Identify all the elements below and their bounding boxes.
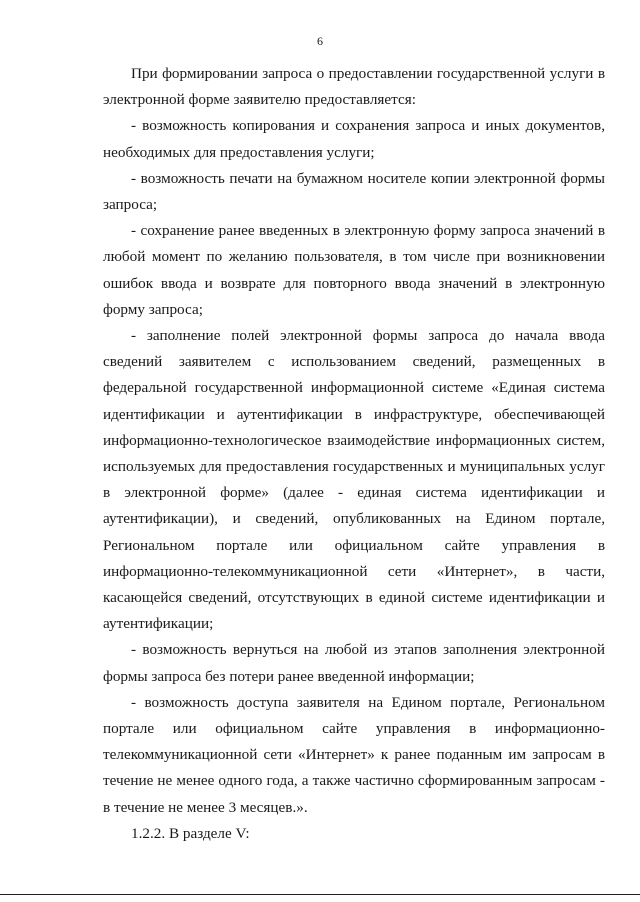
document-body	[103, 61, 605, 847]
paragraph-intro: При формировании запроса о предоставлении государственной услуги в электронной форме заявителю предоставляется:	[103, 65, 605, 109]
paragraph-autofill: - заполнение полей электронной формы запроса до начала ввода сведений заявителем с использованием сведений, размещенных в федеральной государственной информационной системе «Единая система идентификации и аутентификации в инфраструктуре, обеспечивающей информационно-технологическое взаимодействие информационных систем, используемых для предоставления государственных и муниципальных услуг в электронной форме» (далее - единая система идентификации и аутентификации), и сведений, опубликованных на Едином портале, Региональном портале или официальном сайте управления в информационно-телекоммуникационной сети «Интернет», в части, касающейся сведений, отсутствующих в единой системе идентификации и аутентификации;	[103, 327, 605, 633]
paragraph-copy-save: - возможность копирования и сохранения запроса и иных документов, необходимых для предоставления услуги;	[103, 117, 605, 161]
page-number: 6	[317, 34, 323, 48]
paragraph-section-heading: 1.2.2. В разделе V:	[131, 824, 250, 842]
paragraph-print: - возможность печати на бумажном носителе копии электронной формы запроса;	[103, 169, 605, 214]
paragraph-access-requests: - возможность доступа заявителя на Едином портале, Региональном портале или официальном сайте управления в информационно-телекоммуникационной сети «Интернет» к ранее поданным им запросам в течение не менее одного года, а также частично сформированным запросам - в течение не менее 3 месяцев.».	[103, 693, 605, 816]
paragraph-return-step: - возможность вернуться на любой из этапов заполнения электронной формы запроса без потери ранее введенной информации;	[103, 641, 605, 685]
page-bottom-divider	[0, 894, 640, 895]
paragraph-save-values: - сохранение ранее введенных в электронную форму запроса значений в любой момент по желанию пользователя, в том числе при возникновении ошибок ввода и возврате для повторного ввода значений в электронную форму запроса;	[103, 222, 605, 318]
